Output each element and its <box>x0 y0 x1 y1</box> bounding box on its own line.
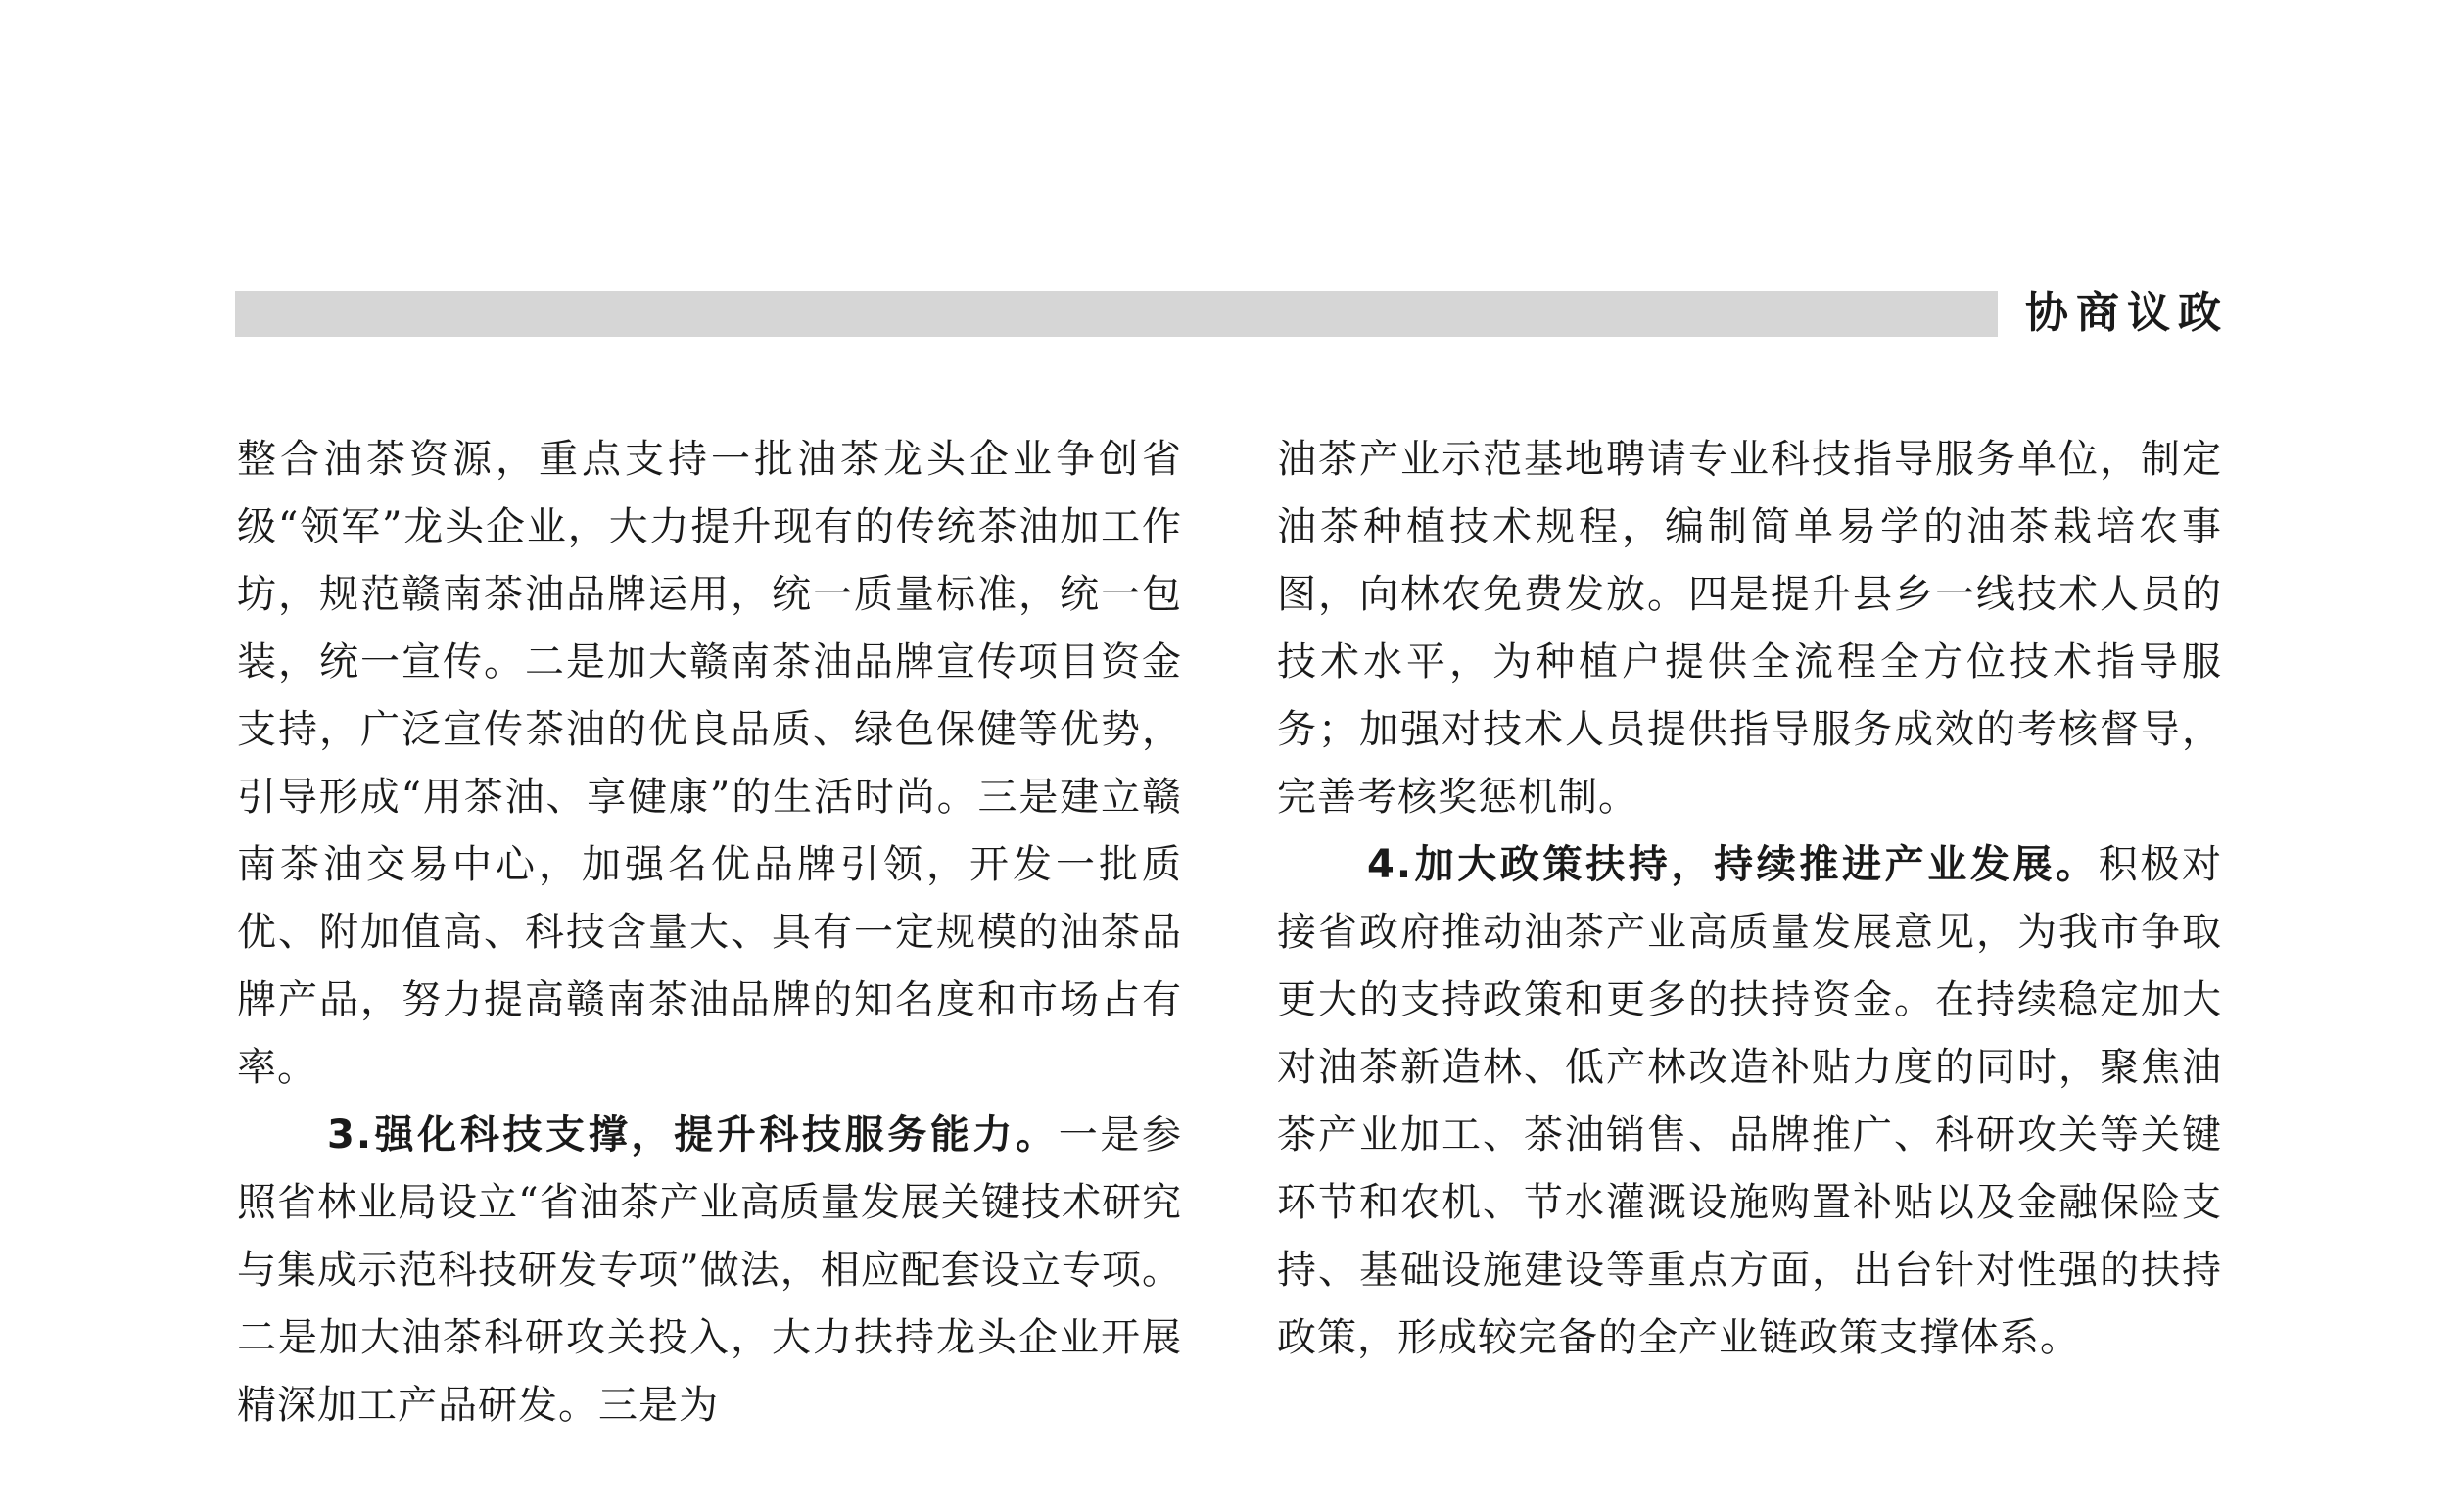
right-column <box>1277 426 2222 1372</box>
section-3-body: 一是参照省林业局设立“省油茶产业高质量发展关键技术研究与集成示范科技研发专项”做法，相应配套设立专项。二是加大油茶科研攻关投入，大力扶持龙头企业开展精深加工产品研发。三是为 <box>237 1112 1183 1428</box>
left-column <box>237 426 1182 1440</box>
left-paragraph-2 <box>237 1102 1182 1440</box>
right-paragraph-1: 油茶产业示范基地聘请专业科技指导服务单位，制定油茶种植技术规程，编制简单易学的油茶栽培农事图，向林农免费发放。四是提升县乡一线技术人员的技术水平，为种植户提供全流程全方位技术指导服务；加强对技术人员提供指导服务成效的考核督导，完善考核奖惩机制。 <box>1277 437 2222 820</box>
left-paragraph-1: 整合油茶资源，重点支持一批油茶龙头企业争创省级“领军”龙头企业，大力提升现有的传统茶油加工作坊，规范赣南茶油品牌运用，统一质量标准，统一包装，统一宣传。二是加大赣南茶油品牌宣传项目资金支持，广泛宣传茶油的优良品质、绿色保健等优势，引导形成“用茶油、享健康”的生活时尚。三是建立赣南茶油交易中心，加强名优品牌引领，开发一批质优、附加值高、科技含量大、具有一定规模的油茶品牌产品，努力提高赣南茶油品牌的知名度和市场占有率。 <box>237 437 1182 1090</box>
right-paragraph-2 <box>1277 831 2222 1372</box>
section-4-heading: 4.加大政策扶持，持续推进产业发展。 <box>1367 842 2099 887</box>
section-4-body: 积极对接省政府推动油茶产业高质量发展意见，为我市争取更大的支持政策和更多的扶持资金。在持续稳定加大对油茶新造林、低产林改造补贴力度的同时，聚焦油茶产业加工、茶油销售、品牌推广、科研攻关等关键环节和农机、节水灌溉设施购置补贴以及金融保险支持、基础设施建设等重点方面，出台针对性强的扶持政策，形成较完备的全产业链政策支撑体系。 <box>1277 842 2223 1360</box>
section-title: 协商议政 <box>2025 288 2229 338</box>
section-3-heading: 3.强化科技支撑，提升科技服务能力。 <box>327 1112 1059 1158</box>
header-bar <box>235 291 1998 337</box>
